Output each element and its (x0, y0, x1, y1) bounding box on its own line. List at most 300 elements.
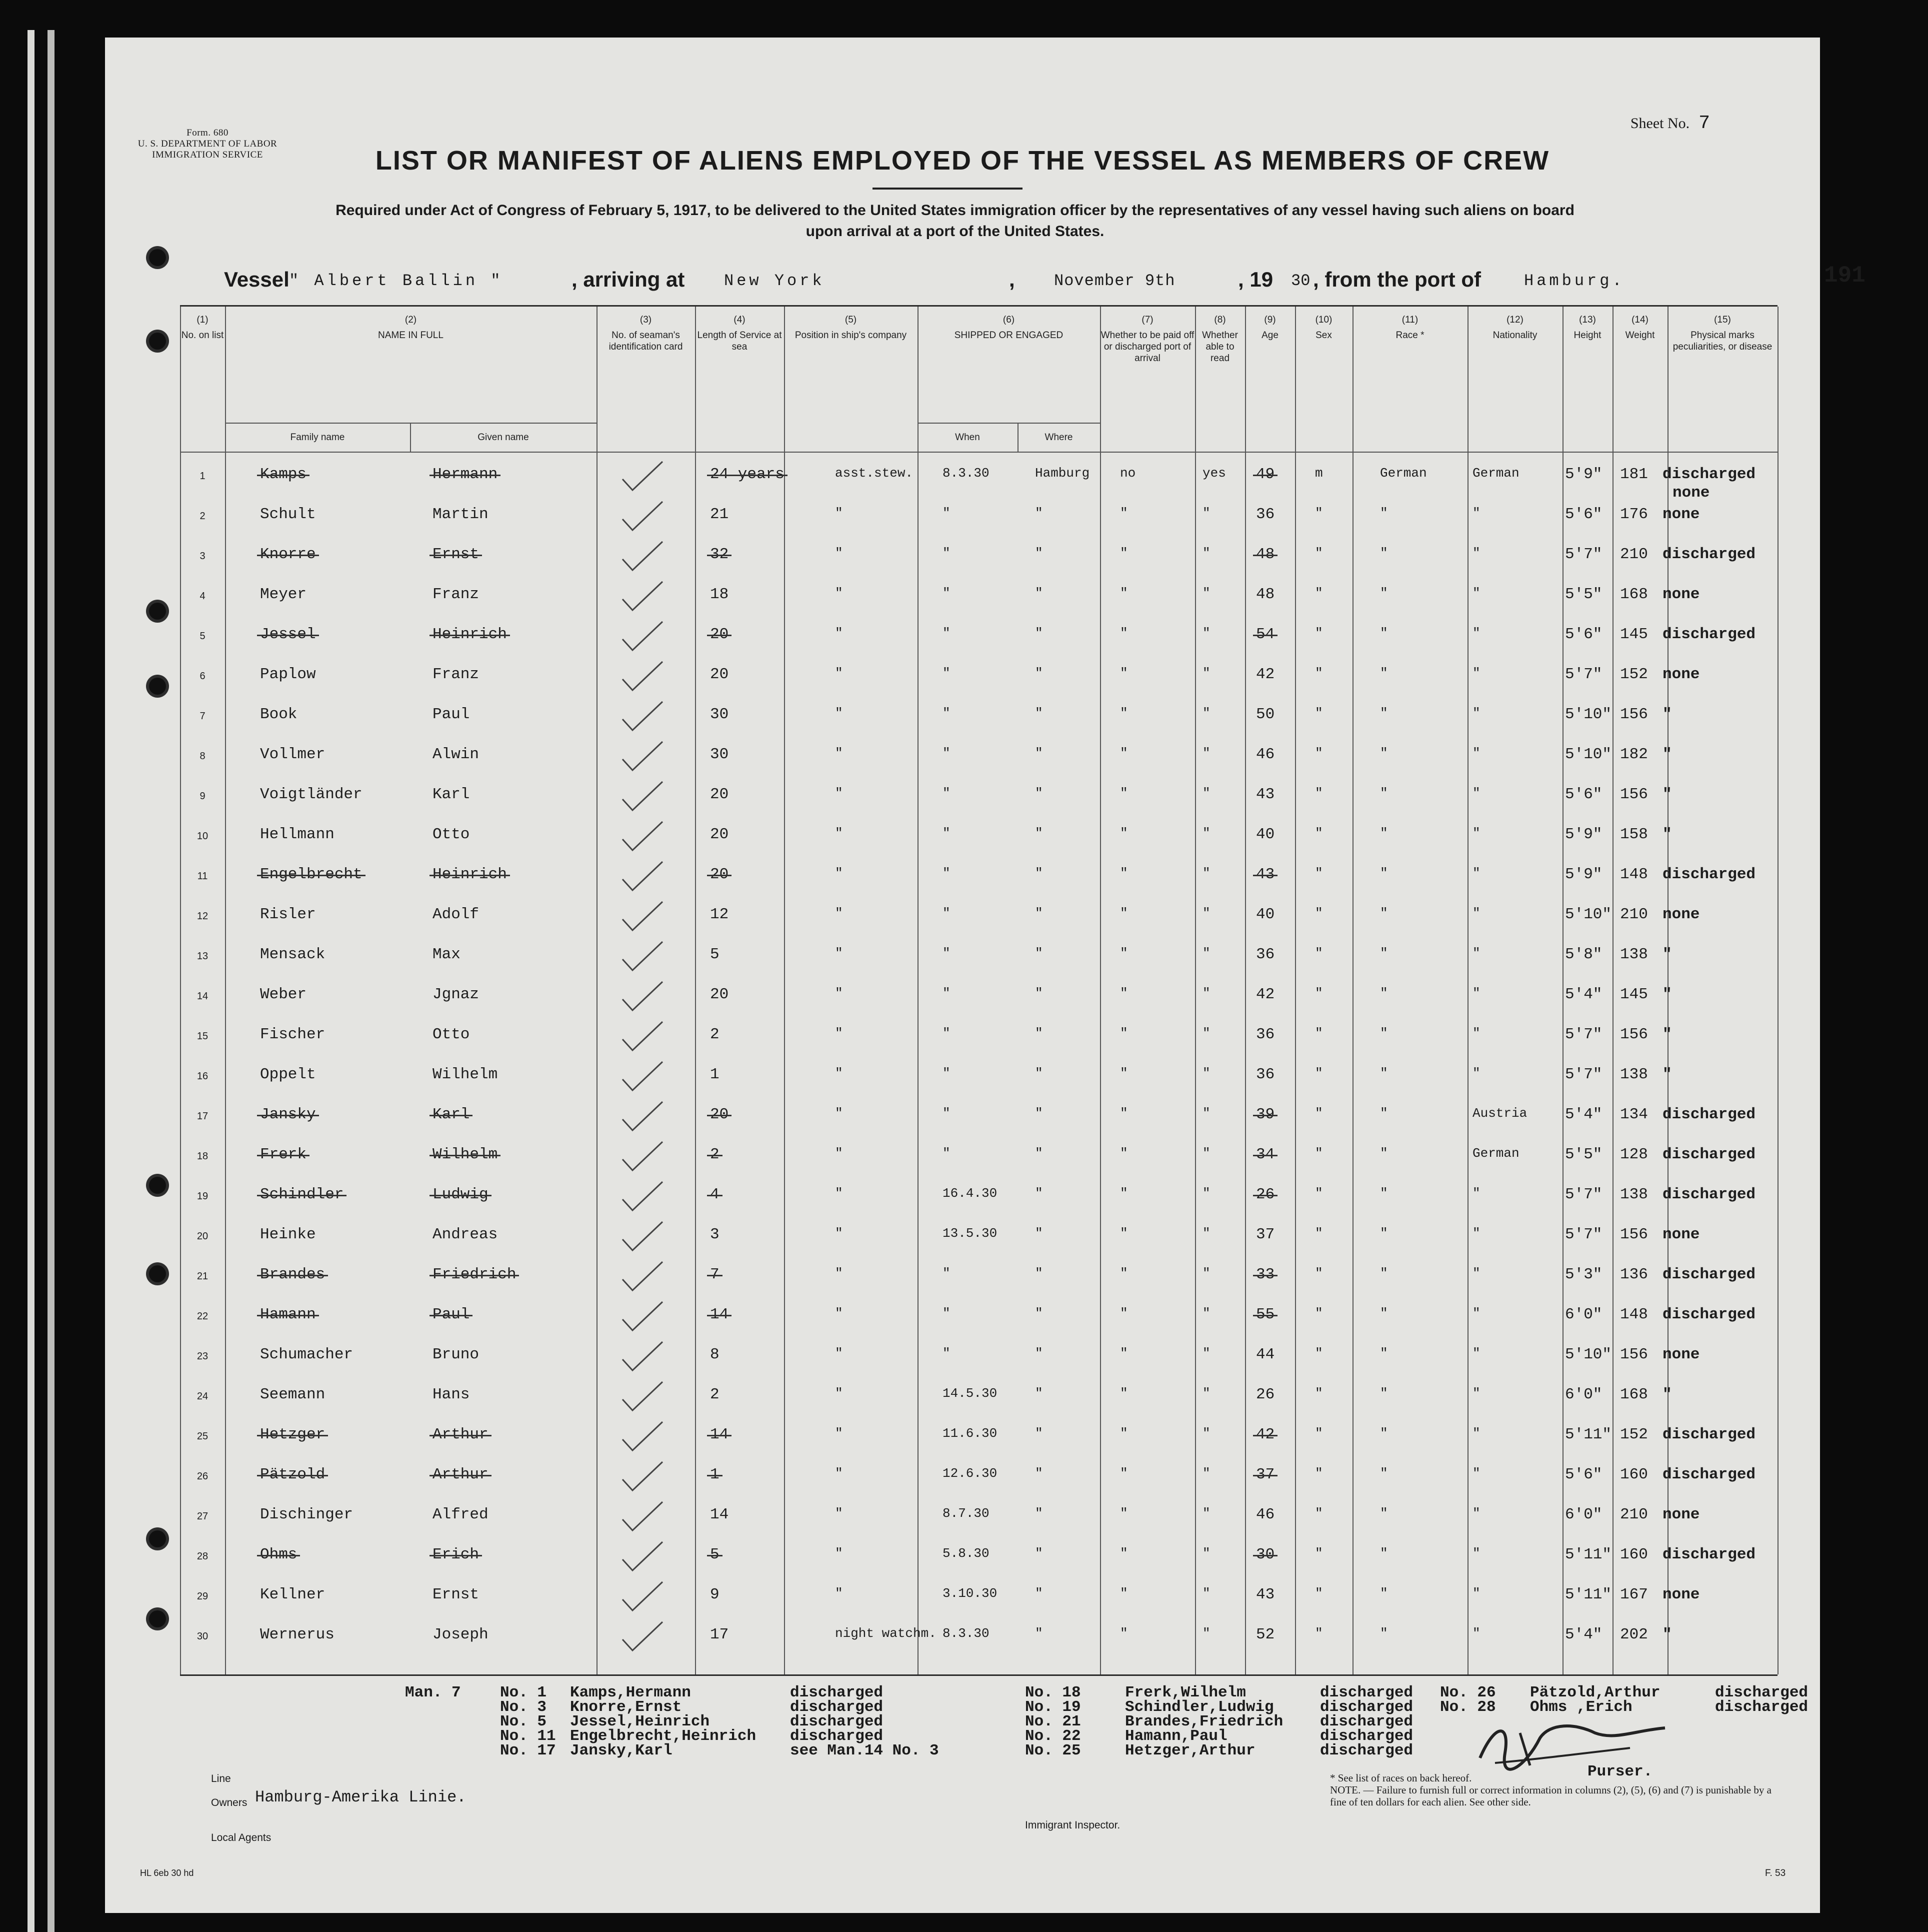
cell-read: " (1202, 1346, 1210, 1361)
cell-where: " (1035, 986, 1043, 1001)
cell-height: 5'11" (1565, 1586, 1612, 1603)
checkmark-icon (620, 939, 665, 974)
header-shipped: (6) SHIPPED OR ENGAGED When Where (918, 307, 1100, 452)
cell-family: Kellner (260, 1586, 326, 1603)
table-row (180, 817, 1778, 857)
table-row (180, 1097, 1778, 1137)
crew-table (180, 305, 1778, 1676)
cell-height: 5'7" (1565, 1026, 1602, 1043)
cell-where: " (1035, 1506, 1043, 1521)
cell-weight: 145 (1620, 986, 1648, 1003)
cell-position: " (835, 626, 843, 641)
punch-hole (149, 1530, 166, 1547)
cell-service: 24 years (710, 466, 784, 483)
header-where: Where (1044, 432, 1073, 443)
cell-position: " (835, 946, 843, 961)
cell-paid: " (1120, 546, 1128, 561)
punch-hole (149, 603, 166, 620)
summary-no: No. 17 (500, 1742, 556, 1759)
cell-marks: none (1662, 586, 1700, 603)
cell-family: Mensack (260, 946, 326, 963)
year-suffix: 30 (1291, 272, 1310, 290)
cell-nationality: " (1472, 1546, 1480, 1561)
cell-marks: discharged (1662, 1306, 1756, 1323)
cell-no: 7 (200, 711, 206, 722)
cell-weight: 210 (1620, 1506, 1648, 1523)
cell-race: " (1380, 1106, 1388, 1121)
summary-no: No. 11 (500, 1727, 556, 1745)
cell-position: " (835, 1346, 843, 1361)
cell-family: Engelbrecht (260, 866, 362, 883)
cell-read: " (1202, 1506, 1210, 1521)
cell-given: Franz (432, 586, 480, 603)
punch-hole (149, 249, 166, 266)
cell-service: 14 (710, 1506, 729, 1523)
cell-sex: " (1315, 826, 1323, 841)
cell-position: " (835, 1226, 843, 1241)
summary-status: see Man.14 No. 3 (790, 1742, 939, 1759)
cell-marks: " (1662, 986, 1672, 1003)
cell-marks: none (1662, 906, 1700, 923)
cell-read: " (1202, 666, 1210, 681)
cell-service: 30 (710, 746, 729, 763)
cell-read: " (1202, 1146, 1210, 1161)
cell-race: " (1380, 1346, 1388, 1361)
cell-age: 37 (1256, 1226, 1275, 1243)
cell-height: 5'11" (1565, 1426, 1612, 1443)
cell-nationality: " (1472, 1306, 1480, 1321)
cell-sex: " (1315, 1506, 1323, 1521)
cell-given: Karl (432, 786, 470, 803)
header-no: (1) No. on list (181, 315, 224, 341)
header-position: (5) Position in ship's company (794, 315, 907, 341)
cell-where: " (1035, 586, 1043, 601)
cell-where: " (1035, 1306, 1043, 1321)
cell-read: " (1202, 1426, 1210, 1441)
cell-race: " (1380, 546, 1388, 561)
cell-service: 20 (710, 1106, 729, 1123)
header-family-name: Family name (290, 432, 345, 443)
cell-weight: 148 (1620, 866, 1648, 883)
cell-weight: 210 (1620, 546, 1648, 563)
cell-service: 14 (710, 1306, 729, 1323)
checkmark-icon (620, 659, 665, 694)
table-row (180, 1137, 1778, 1177)
sheet-label: Sheet No. (1630, 115, 1690, 132)
cell-family: Heinke (260, 1226, 316, 1243)
cell-height: 5'7" (1565, 546, 1602, 563)
table-row (180, 657, 1778, 697)
checkmark-icon (620, 459, 665, 494)
cell-race: " (1380, 746, 1388, 761)
scan-edge (28, 30, 34, 1932)
table-row (180, 857, 1778, 897)
summary-no: No. 28 (1440, 1698, 1496, 1716)
cell-age: 46 (1256, 1506, 1275, 1523)
table-row (180, 1017, 1778, 1057)
punch-hole (149, 1177, 166, 1194)
cell-given: Wilhelm (432, 1066, 498, 1083)
cell-no: 27 (196, 1511, 208, 1522)
cell-read: " (1202, 1626, 1210, 1641)
cell-no: 1 (200, 471, 206, 482)
cell-position: " (835, 1146, 843, 1161)
cell-paid: " (1120, 506, 1128, 521)
cell-age: 34 (1256, 1146, 1275, 1163)
table-row (180, 697, 1778, 737)
cell-when: " (942, 626, 950, 641)
cell-age: 55 (1256, 1306, 1275, 1323)
cell-nationality: German (1472, 1146, 1520, 1161)
cell-read: " (1202, 986, 1210, 1001)
cell-weight: 136 (1620, 1266, 1648, 1283)
cell-marks: none (1662, 1586, 1700, 1603)
comma: , (1009, 268, 1015, 291)
cell-nationality: Austria (1472, 1106, 1528, 1121)
summary-name: Brandes,Friedrich (1125, 1713, 1284, 1730)
cell-age: 39 (1256, 1106, 1275, 1123)
cell-given: Hans (432, 1386, 470, 1403)
cell-service: 4 (710, 1186, 720, 1203)
cell-paid: " (1120, 746, 1128, 761)
subtitle (205, 200, 1705, 242)
cell-given: Jgnaz (432, 986, 480, 1003)
cell-weight: 152 (1620, 1426, 1648, 1443)
cell-position: " (835, 1266, 843, 1281)
cell-weight: 210 (1620, 906, 1648, 923)
line-label: Line (211, 1773, 231, 1784)
summary-no: No. 26 (1440, 1684, 1496, 1701)
cell-weight: 167 (1620, 1586, 1648, 1603)
checkmark-icon (620, 699, 665, 734)
summary-name: Hamann,Paul (1125, 1727, 1228, 1745)
cell-paid: no (1120, 466, 1136, 481)
cell-service: 1 (710, 1466, 720, 1483)
cell-nationality: " (1472, 826, 1480, 841)
subtitle-line-2: upon arrival at a port of the United States. (806, 223, 1104, 240)
cell-nationality: " (1472, 586, 1480, 601)
cell-when: 8.3.30 (942, 466, 990, 481)
cell-age: 37 (1256, 1466, 1275, 1483)
cell-sex: m (1315, 466, 1323, 481)
cell-marks: none (1662, 506, 1700, 523)
cell-age: 46 (1256, 746, 1275, 763)
cell-sex: " (1315, 1106, 1323, 1121)
cell-given: Karl (432, 1106, 470, 1123)
cell-read: " (1202, 586, 1210, 601)
sheet-number (1630, 113, 1710, 134)
cell-height: 6'0" (1565, 1386, 1602, 1403)
cell-height: 5'4" (1565, 986, 1602, 1003)
cell-where: " (1035, 706, 1043, 721)
cell-where: " (1035, 1426, 1043, 1441)
summary-no: No. 3 (500, 1698, 547, 1716)
cell-family: Fischer (260, 1026, 326, 1043)
cell-age: 36 (1256, 1026, 1275, 1043)
cell-nationality: " (1472, 946, 1480, 961)
cell-given: Bruno (432, 1346, 480, 1363)
summary-no: No. 21 (1025, 1713, 1081, 1730)
service: IMMIGRATION SERVICE (152, 150, 263, 160)
sheet-value: 7 (1698, 113, 1710, 134)
cell-when: 16.4.30 (942, 1186, 998, 1201)
cell-service: 32 (710, 546, 729, 563)
cell-sex: " (1315, 1586, 1323, 1601)
cell-paid: " (1120, 866, 1128, 881)
cell-where: " (1035, 666, 1043, 681)
cell-sex: " (1315, 1626, 1323, 1641)
cell-when: " (942, 1146, 950, 1161)
cell-where: Hamburg (1035, 466, 1090, 481)
cell-sex: " (1315, 626, 1323, 641)
cell-position: " (835, 1306, 843, 1321)
table-row (180, 1257, 1778, 1297)
cell-when: " (942, 546, 950, 561)
cell-given: Martin (432, 506, 488, 523)
cell-where: " (1035, 1106, 1043, 1121)
cell-weight: 152 (1620, 666, 1648, 683)
cell-given: Ludwig (432, 1186, 488, 1203)
summary-status: discharged (1320, 1698, 1414, 1716)
cell-paid: " (1120, 946, 1128, 961)
summary-no: No. 5 (500, 1713, 547, 1730)
cell-nationality: " (1472, 786, 1480, 801)
cell-paid: " (1120, 1186, 1128, 1201)
cell-nationality: " (1472, 1226, 1480, 1241)
arrival-port: New York (724, 272, 825, 290)
vessel-name: " Albert Ballin " (289, 272, 504, 290)
summary-status: discharged (1715, 1684, 1808, 1701)
cell-when: " (942, 1026, 950, 1041)
departure-port: Hamburg. (1524, 272, 1625, 290)
cell-age: 30 (1256, 1546, 1275, 1563)
cell-when: " (942, 906, 950, 921)
table-row (180, 617, 1778, 657)
cell-position: " (835, 1426, 843, 1441)
summary-no: No. 22 (1025, 1727, 1081, 1745)
cell-weight: 181 (1620, 466, 1648, 483)
cell-given: Alfred (432, 1506, 488, 1523)
cell-nationality: German (1472, 466, 1520, 481)
cell-nationality: " (1472, 986, 1480, 1001)
summary-status: discharged (790, 1698, 884, 1716)
cell-read: " (1202, 946, 1210, 961)
local-agents-label: Local Agents (211, 1832, 272, 1843)
cell-when: 13.5.30 (942, 1226, 998, 1241)
cell-nationality: " (1472, 1426, 1480, 1441)
cell-family: Hellmann (260, 826, 334, 843)
cell-sex: " (1315, 1186, 1323, 1201)
summary-status: discharged (790, 1713, 884, 1730)
summary-status: discharged (790, 1684, 884, 1701)
cell-family: Oppelt (260, 1066, 316, 1083)
cell-given: Heinrich (432, 866, 507, 883)
summary-status: discharged (1320, 1742, 1414, 1759)
cell-race: " (1380, 626, 1388, 641)
cell-height: 6'0" (1565, 1506, 1602, 1523)
cell-race: " (1380, 1586, 1388, 1601)
summary-name: Jansky,Karl (570, 1742, 672, 1759)
table-row (180, 777, 1778, 817)
cell-given: Paul (432, 706, 470, 723)
cell-nationality: " (1472, 1466, 1480, 1481)
cell-weight: 145 (1620, 626, 1648, 643)
cell-no: 25 (196, 1431, 208, 1442)
cell-race: " (1380, 506, 1388, 521)
cell-race: " (1380, 1266, 1388, 1281)
cell-weight: 160 (1620, 1466, 1648, 1483)
cell-no: 14 (196, 991, 208, 1002)
page-title: LIST OR MANIFEST OF ALIENS EMPLOYED OF THE VESSEL AS MEMBERS OF CREW (375, 146, 1550, 176)
cell-nationality: " (1472, 746, 1480, 761)
cell-nationality: " (1472, 1266, 1480, 1281)
cell-given: Ernst (432, 546, 480, 563)
cell-paid: " (1120, 986, 1128, 1001)
cell-age: 54 (1256, 626, 1275, 643)
cell-no: 23 (196, 1351, 208, 1362)
header-service: (4) Length of Service at sea (697, 315, 782, 352)
table-row (180, 897, 1778, 937)
cell-when: 8.7.30 (942, 1506, 990, 1521)
cell-given: Ernst (432, 1586, 480, 1603)
cell-marks: discharged (1662, 1546, 1756, 1563)
cell-sex: " (1315, 1146, 1323, 1161)
cell-service: 20 (710, 786, 729, 803)
summary-name: Engelbrecht,Heinrich (570, 1727, 756, 1745)
cell-marks: discharged (1662, 626, 1756, 643)
summary-no: No. 19 (1025, 1698, 1081, 1716)
checkmark-icon (620, 499, 665, 534)
cell-position: " (835, 786, 843, 801)
races-note: * See list of races on back hereof. (1330, 1772, 1472, 1784)
cell-given: Arthur (432, 1466, 488, 1483)
cell-race: " (1380, 866, 1388, 881)
cell-height: 5'7" (1565, 1186, 1602, 1203)
cell-age: 50 (1256, 706, 1275, 723)
punch-hole (149, 1265, 166, 1282)
cell-race: " (1380, 1546, 1388, 1561)
cell-no: 6 (200, 671, 206, 682)
cell-marks: " (1662, 826, 1672, 843)
cell-family: Jessel (260, 626, 316, 643)
cell-sex: " (1315, 1466, 1323, 1481)
cell-when: " (942, 666, 950, 681)
cell-service: 5 (710, 1546, 720, 1563)
cell-race: " (1380, 1506, 1388, 1521)
cell-read: " (1202, 1306, 1210, 1321)
cell-read: " (1202, 1386, 1210, 1401)
cell-position: " (835, 906, 843, 921)
cell-when: " (942, 1306, 950, 1321)
cell-sex: " (1315, 1226, 1323, 1241)
cell-service: 7 (710, 1266, 720, 1283)
cell-weight: 156 (1620, 786, 1648, 803)
cell-no: 5 (200, 631, 206, 642)
cell-paid: " (1120, 1306, 1128, 1321)
checkmark-icon (620, 1059, 665, 1094)
cell-nationality: " (1472, 1026, 1480, 1041)
cell-family: Pätzold (260, 1466, 326, 1483)
cell-no: 15 (196, 1031, 208, 1042)
cell-service: 18 (710, 586, 729, 603)
cell-paid: " (1120, 826, 1128, 841)
cell-given: Friedrich (432, 1266, 516, 1283)
checkmark-icon (620, 1299, 665, 1334)
year-prefix: , 19 (1238, 268, 1274, 291)
cell-height: 5'9" (1565, 466, 1602, 483)
cell-service: 2 (710, 1386, 720, 1403)
cell-nationality: " (1472, 866, 1480, 881)
header-physical-marks: (15) Physical marks peculiarities, or disease (1672, 315, 1772, 352)
cell-no: 12 (196, 911, 208, 922)
table-row (180, 537, 1778, 577)
summary-name: Hetzger,Arthur (1125, 1742, 1256, 1759)
cell-no: 3 (200, 551, 206, 562)
header-age: (9) Age (1262, 315, 1278, 341)
cell-height: 6'0" (1565, 1306, 1602, 1323)
cell-service: 9 (710, 1586, 720, 1603)
cell-position: " (835, 1386, 843, 1401)
cell-service: 2 (710, 1146, 720, 1163)
cell-position: night watchm. (835, 1626, 936, 1641)
cell-position: " (835, 1506, 843, 1521)
summary-status: discharged (1320, 1727, 1414, 1745)
cell-paid: " (1120, 1586, 1128, 1601)
arrival-date: November 9th (1054, 272, 1176, 290)
cell-read: " (1202, 706, 1210, 721)
cell-no: 30 (196, 1631, 208, 1642)
cell-family: Paplow (260, 666, 316, 683)
cell-family: Jansky (260, 1106, 316, 1123)
cell-race: German (1380, 466, 1427, 481)
cell-when: 8.3.30 (942, 1626, 990, 1641)
cell-read: " (1202, 906, 1210, 921)
cell-height: 5'6" (1565, 626, 1602, 643)
cell-given: Wilhelm (432, 1146, 498, 1163)
summary-name: Pätzold,Arthur (1530, 1684, 1660, 1701)
cell-service: 2 (710, 1026, 720, 1043)
cell-sex: " (1315, 506, 1323, 521)
cell-race: " (1380, 1426, 1388, 1441)
cell-weight: 138 (1620, 1066, 1648, 1083)
cell-family: Weber (260, 986, 307, 1003)
cell-when: " (942, 1106, 950, 1121)
cell-given: Joseph (432, 1626, 488, 1643)
table-row (180, 497, 1778, 537)
cell-nationality: " (1472, 626, 1480, 641)
table-row (180, 1177, 1778, 1217)
print-code: HL 6eb 30 hd (140, 1868, 194, 1878)
cell-no: 17 (196, 1111, 208, 1122)
cell-sex: " (1315, 546, 1323, 561)
cell-weight: 156 (1620, 1026, 1648, 1043)
cell-read: " (1202, 506, 1210, 521)
cell-paid: " (1120, 586, 1128, 601)
cell-where: " (1035, 786, 1043, 801)
cell-no: 28 (196, 1551, 208, 1562)
header-race: (11) Race * (1396, 315, 1424, 341)
cell-read: " (1202, 1466, 1210, 1481)
cell-nationality: " (1472, 1506, 1480, 1521)
summary-name: Schindler,Ludwig (1125, 1698, 1274, 1716)
cell-sex: " (1315, 1066, 1323, 1081)
cell-where: " (1035, 906, 1043, 921)
cell-age: 40 (1256, 906, 1275, 923)
cell-height: 5'3" (1565, 1266, 1602, 1283)
cell-read: yes (1202, 466, 1226, 481)
cell-service: 12 (710, 906, 729, 923)
cell-age: 52 (1256, 1626, 1275, 1643)
